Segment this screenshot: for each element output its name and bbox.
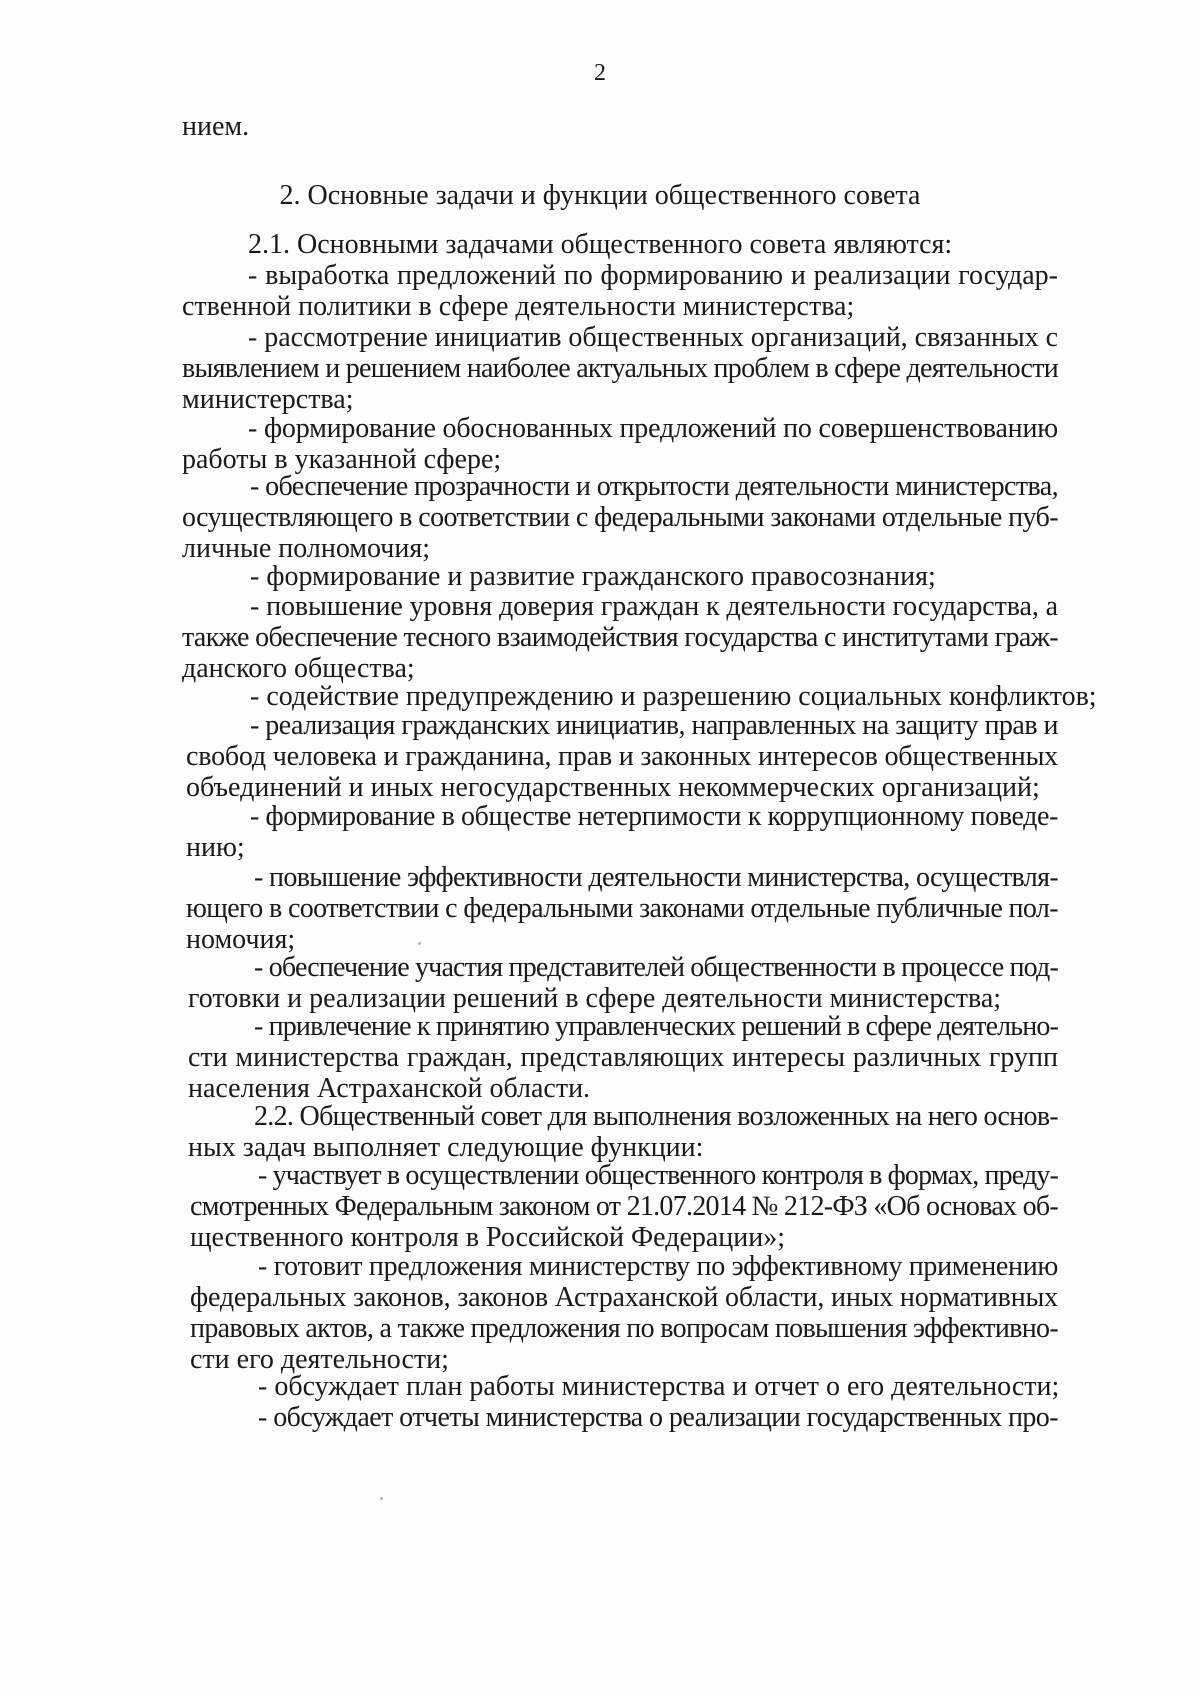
text-line: также обеспечение тесного взаимодействия государства с институтами граж- <box>182 622 1058 653</box>
text-line: работы в указанной сфере; <box>182 444 502 475</box>
text-line: ственной политики в сфере деятельности министерства; <box>182 291 855 322</box>
text-line: - обсуждает план работы министерства и отчет о его деятельности; <box>258 1371 1060 1402</box>
text-line: - обсуждает отчеты министерства о реализации государственных про- <box>258 1402 1059 1433</box>
text-line: сти его деятельности; <box>190 1344 449 1375</box>
text-line: щественного контроля в Российской Федерации»; <box>190 1222 786 1253</box>
scan-speck <box>380 1497 383 1500</box>
text-line: - содействие предупреждению и разрешению социальных конфликтов; <box>250 681 1097 712</box>
text-line: - участвует в осуществлении общественного контроля в формах, преду- <box>258 1160 1058 1191</box>
text-line: номочия; <box>186 924 296 955</box>
text-line: - привлечение к принятию управленческих решений в сфере деятельно- <box>254 1011 1058 1042</box>
text-line: - формирование в обществе нетерпимости к коррупционному поведе- <box>250 801 1059 832</box>
text-line: 2.2. Общественный совет для выполнения возложенных на него основ- <box>254 1101 1058 1132</box>
text-line: личные полномочия; <box>182 533 431 564</box>
text-line: данского общества; <box>182 653 415 684</box>
text-line: ющего в соответствии с федеральными законами отдельные публичные пол- <box>186 893 1058 924</box>
text-line: - обеспечение прозрачности и открытости деятельности министерства, <box>250 471 1058 502</box>
text-line: выявлением и решением наиболее актуальных проблем в сфере деятельности <box>182 353 1058 384</box>
text-line: сти министерства граждан, представляющих интересы различных групп <box>188 1042 1058 1073</box>
text-line: - выработка предложений по формированию и реализации государ- <box>248 260 1058 291</box>
text-line: - повышение эффективности деятельности министерства, осуществля- <box>254 862 1058 893</box>
text-line: - обеспечение участия представителей общественности в процессе под- <box>254 952 1058 983</box>
text-line: - формирование и развитие гражданского правосознания; <box>250 561 936 592</box>
text-line: свобод человека и гражданина, прав и законных интересов общественных <box>186 741 1058 772</box>
text-line: объединений и иных негосударственных некоммерческих организаций; <box>186 772 1040 803</box>
text-line: федеральных законов, законов Астраханской области, иных нормативных <box>190 1282 1058 1313</box>
text-line: - готовит предложения министерству по эффективному применению <box>258 1251 1058 1282</box>
scan-speck <box>418 942 421 945</box>
text-line: ных задач выполняет следующие функции: <box>188 1132 704 1163</box>
text-line: - реализация гражданских инициатив, направленных на защиту прав и <box>250 710 1058 741</box>
text-line: населения Астраханской области. <box>188 1073 591 1104</box>
text-line: - формирование обоснованных предложений по совершенствованию <box>248 413 1058 444</box>
continuation-line: нием. <box>182 111 250 142</box>
text-line: нию; <box>186 832 245 863</box>
text-line: - повышение уровня доверия граждан к деятельности государства, а <box>250 591 1058 622</box>
text-line: смотренных Федеральным законом от 21.07.2014 № 212-ФЗ «Об основах об- <box>190 1191 1058 1222</box>
text-line: готовки и реализации решений в сфере деятельности министерства; <box>188 983 1002 1014</box>
text-line: правовых актов, а также предложения по вопросам повышения эффективно- <box>190 1313 1058 1344</box>
text-line: - рассмотрение инициатив общественных организаций, связанных с <box>248 322 1058 353</box>
text-line: осуществляющего в соответствии с федеральными законами отдельные пуб- <box>182 502 1058 533</box>
text-line: 2.1. Основными задачами общественного совета являются: <box>248 229 953 260</box>
text-line: министерства; <box>182 384 354 415</box>
section-title: 2. Основные задачи и функции общественного совета <box>279 180 921 211</box>
page-number: 2 <box>594 60 606 86</box>
